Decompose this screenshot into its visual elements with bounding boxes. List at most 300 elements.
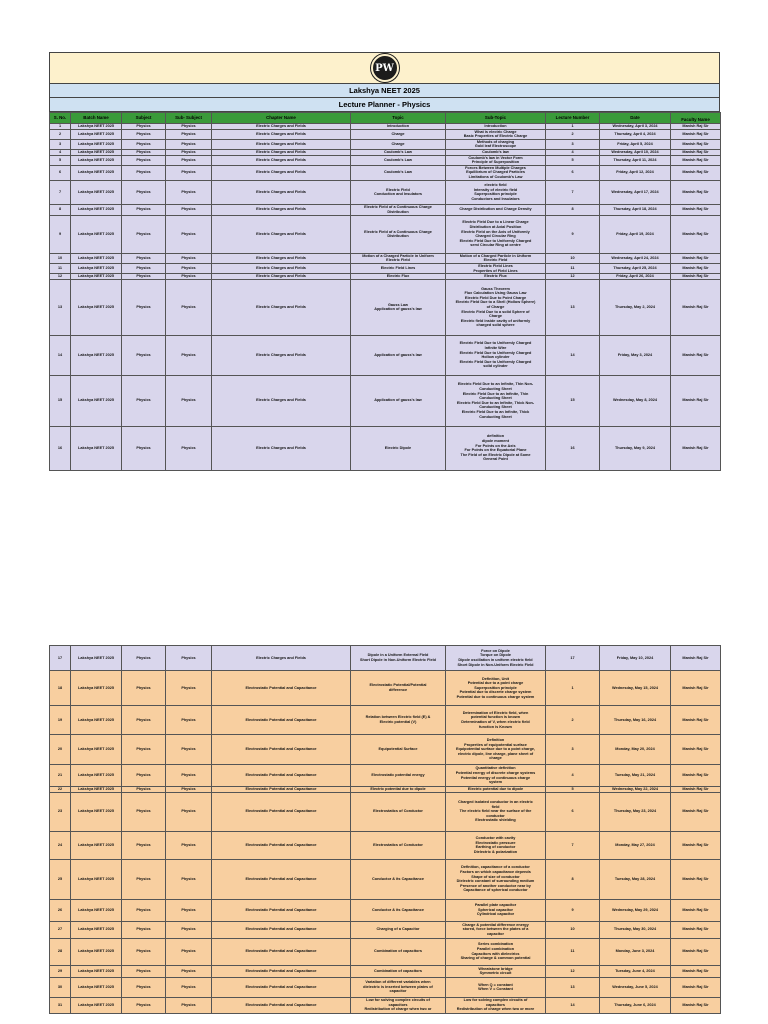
cell-sub-subject: Physics bbox=[166, 765, 212, 787]
cell-topic: Electrostatic potential energy bbox=[351, 765, 446, 787]
header-lecture-number: Lecture Number bbox=[546, 113, 600, 124]
cell-subject: Physics bbox=[122, 938, 166, 965]
cell-date: Friday, April 26, 2024 bbox=[600, 274, 671, 280]
cell-faculty-name: Manish Raj Sir bbox=[671, 204, 721, 215]
cell-date: Friday, April 19, 2024 bbox=[600, 215, 671, 253]
cell-batch-name: Lakshya NEET 2025 bbox=[71, 792, 122, 831]
cell-chapter-name: Electrostatic Potential and Capacitance bbox=[212, 735, 351, 765]
cell-date: Friday, April 12, 2024 bbox=[600, 165, 671, 180]
cell-faculty-name: Manish Raj Sir bbox=[671, 149, 721, 155]
cell-chapter-name: Electrostatic Potential and Capacitance bbox=[212, 921, 351, 938]
cell-s-no: 15 bbox=[50, 375, 71, 426]
cell-chapter-name: Electrostatic Potential and Capacitance bbox=[212, 997, 351, 1013]
cell-faculty-name: Manish Raj Sir bbox=[671, 831, 721, 859]
table-row bbox=[50, 375, 721, 426]
cell-faculty-name: Manish Raj Sir bbox=[671, 180, 721, 204]
cell-faculty-name: Manish Raj Sir bbox=[671, 997, 721, 1013]
cell-topic: Combination of capacitors bbox=[351, 938, 446, 965]
cell-chapter-name: Electric Charges and Fields bbox=[212, 165, 351, 180]
cell-topic: Combination of capacitors bbox=[351, 965, 446, 977]
cell-subject: Physics bbox=[122, 129, 166, 139]
cell-s-no: 11 bbox=[50, 263, 71, 273]
table-row bbox=[50, 787, 721, 793]
cell-batch-name: Lakshya NEET 2025 bbox=[71, 375, 122, 426]
cell-topic: Charge bbox=[351, 139, 446, 149]
cell-chapter-name: Electrostatic Potential and Capacitance bbox=[212, 787, 351, 793]
cell-batch-name: Lakshya NEET 2025 bbox=[71, 965, 122, 977]
cell-subject: Physics bbox=[122, 165, 166, 180]
cell-sub-topic: Electric Field Lines Properties of Field Lines bbox=[446, 263, 546, 273]
cell-topic: Electrostatics of Conductor bbox=[351, 792, 446, 831]
cell-s-no: 21 bbox=[50, 765, 71, 787]
cell-lecture-number: 11 bbox=[546, 263, 600, 273]
header-sub-subject: Sub- Subject bbox=[166, 113, 212, 124]
cell-sub-topic: Determination of Electric field, when potential function is known Determination of V, when electric field function is Known bbox=[446, 706, 546, 735]
cell-chapter-name: Electric Charges and Fields bbox=[212, 124, 351, 130]
cell-sub-topic: Introduction bbox=[446, 124, 546, 130]
cell-chapter-name: Electrostatic Potential and Capacitance bbox=[212, 938, 351, 965]
cell-faculty-name: Manish Raj Sir bbox=[671, 921, 721, 938]
cell-sub-subject: Physics bbox=[166, 706, 212, 735]
planner-sheet-part-1 bbox=[49, 52, 720, 471]
cell-chapter-name: Electric Charges and Fields bbox=[212, 180, 351, 204]
cell-chapter-name: Electric Charges and Fields bbox=[212, 263, 351, 273]
cell-chapter-name: Electric Charges and Fields bbox=[212, 335, 351, 375]
cell-topic: Charge bbox=[351, 129, 446, 139]
cell-topic: Electric Field of a Continuous Charge Distribution bbox=[351, 204, 446, 215]
cell-date: Monday, June 3, 2024 bbox=[600, 938, 671, 965]
cell-date: Wednesday, May 8, 2024 bbox=[600, 375, 671, 426]
cell-lecture-number: 16 bbox=[546, 426, 600, 470]
cell-s-no: 14 bbox=[50, 335, 71, 375]
cell-sub-topic: Definition Properties of equipotential surface Equipotential surface due to a point charge, electric dipole, line charge, plane sheet of charge bbox=[446, 735, 546, 765]
cell-batch-name: Lakshya NEET 2025 bbox=[71, 253, 122, 263]
cell-subject: Physics bbox=[122, 965, 166, 977]
cell-lecture-number: 10 bbox=[546, 253, 600, 263]
cell-sub-subject: Physics bbox=[166, 671, 212, 706]
cell-sub-topic: Series combination Parallel combination Capacitors with dielectrics Sharing of charge & common potential bbox=[446, 938, 546, 965]
cell-lecture-number: 4 bbox=[546, 765, 600, 787]
cell-sub-topic: Definition, Unit Potential due to a point charge Superposition principle Potential due to discrete charge system Potential due to continuous charge system bbox=[446, 671, 546, 706]
cell-topic: Relation between Electric field (E) & Electric potential (V) bbox=[351, 706, 446, 735]
cell-lecture-number: 15 bbox=[546, 375, 600, 426]
cell-batch-name: Lakshya NEET 2025 bbox=[71, 215, 122, 253]
cell-sub-topic: Gauss Theorem Flux Calculation Using Gauss Law Electric Field Due to Point Charge Electric Field Due to a Shell (Hollow Sphere) of Charge Electric Field Due to a solid Sphere of Charge Electric field inside cavity of uniformly charged solid sphere bbox=[446, 279, 546, 335]
cell-date: Thursday, April 11, 2024 bbox=[600, 155, 671, 165]
cell-lecture-number: 13 bbox=[546, 977, 600, 997]
cell-faculty-name: Manish Raj Sir bbox=[671, 426, 721, 470]
cell-faculty-name: Manish Raj Sir bbox=[671, 165, 721, 180]
cell-batch-name: Lakshya NEET 2025 bbox=[71, 735, 122, 765]
cell-subject: Physics bbox=[122, 139, 166, 149]
cell-date: Wednesday, April 17, 2024 bbox=[600, 180, 671, 204]
cell-batch-name: Lakshya NEET 2025 bbox=[71, 129, 122, 139]
cell-chapter-name: Electric Charges and Fields bbox=[212, 215, 351, 253]
table-row bbox=[50, 279, 721, 335]
cell-date: Thursday, April 25, 2024 bbox=[600, 263, 671, 273]
cell-sub-subject: Physics bbox=[166, 139, 212, 149]
cell-subject: Physics bbox=[122, 279, 166, 335]
cell-lecture-number: 13 bbox=[546, 279, 600, 335]
cell-sub-topic: Charge & potential difference energy stored, force between the plates of a capacitor bbox=[446, 921, 546, 938]
cell-sub-topic: Coulomb's law in Vector Form Principle of Superposition bbox=[446, 155, 546, 165]
cell-lecture-number: 6 bbox=[546, 792, 600, 831]
cell-faculty-name: Manish Raj Sir bbox=[671, 671, 721, 706]
cell-batch-name: Lakshya NEET 2025 bbox=[71, 765, 122, 787]
table-row bbox=[50, 155, 721, 165]
cell-topic: Electric Dipole bbox=[351, 426, 446, 470]
cell-topic: Motion of a Charged Particle in Uniform Electric Field bbox=[351, 253, 446, 263]
cell-topic: Electrostatic Potential/Potential difference bbox=[351, 671, 446, 706]
cell-sub-subject: Physics bbox=[166, 859, 212, 899]
cell-s-no: 7 bbox=[50, 180, 71, 204]
cell-date: Wednesday, May 22, 2024 bbox=[600, 787, 671, 793]
cell-s-no: 24 bbox=[50, 831, 71, 859]
cell-lecture-number: 7 bbox=[546, 831, 600, 859]
cell-faculty-name: Manish Raj Sir bbox=[671, 899, 721, 921]
cell-batch-name: Lakshya NEET 2025 bbox=[71, 279, 122, 335]
cell-faculty-name: Manish Raj Sir bbox=[671, 765, 721, 787]
cell-batch-name: Lakshya NEET 2025 bbox=[71, 646, 122, 671]
cell-batch-name: Lakshya NEET 2025 bbox=[71, 155, 122, 165]
cell-s-no: 8 bbox=[50, 204, 71, 215]
cell-faculty-name: Manish Raj Sir bbox=[671, 646, 721, 671]
cell-subject: Physics bbox=[122, 977, 166, 997]
cell-s-no: 25 bbox=[50, 859, 71, 899]
lecture-table-1 bbox=[49, 112, 721, 471]
cell-sub-topic: Motion of a Charged Particle in Uniform Electric Field bbox=[446, 253, 546, 263]
cell-sub-topic: Charge Distribution and Charge Density bbox=[446, 204, 546, 215]
cell-subject: Physics bbox=[122, 263, 166, 273]
header-row bbox=[50, 113, 721, 124]
cell-sub-subject: Physics bbox=[166, 787, 212, 793]
cell-topic: Conductor & its Capacitance bbox=[351, 859, 446, 899]
table-row bbox=[50, 139, 721, 149]
cell-sub-topic: Low for solving complex circuits of capacitors Redistribution of charge when two or more bbox=[446, 997, 546, 1013]
cell-chapter-name: Electric Charges and Fields bbox=[212, 279, 351, 335]
cell-faculty-name: Manish Raj Sir bbox=[671, 215, 721, 253]
cell-sub-topic: Quantitative definition Potential energy of discrete charge systems Potential energy of continuous charge system bbox=[446, 765, 546, 787]
cell-topic: Gauss Law Application of gauss's law bbox=[351, 279, 446, 335]
cell-batch-name: Lakshya NEET 2025 bbox=[71, 139, 122, 149]
cell-sub-subject: Physics bbox=[166, 426, 212, 470]
cell-s-no: 5 bbox=[50, 155, 71, 165]
cell-lecture-number: 8 bbox=[546, 859, 600, 899]
cell-batch-name: Lakshya NEET 2025 bbox=[71, 997, 122, 1013]
cell-date: Wednesday, April 24, 2024 bbox=[600, 253, 671, 263]
cell-batch-name: Lakshya NEET 2025 bbox=[71, 859, 122, 899]
cell-chapter-name: Electric Charges and Fields bbox=[212, 646, 351, 671]
cell-sub-subject: Physics bbox=[166, 263, 212, 273]
cell-chapter-name: Electric Charges and Fields bbox=[212, 204, 351, 215]
cell-subject: Physics bbox=[122, 921, 166, 938]
cell-s-no: 13 bbox=[50, 279, 71, 335]
cell-s-no: 20 bbox=[50, 735, 71, 765]
cell-topic: Variation of different variables when dielectric is inserted between plates of capacitor bbox=[351, 977, 446, 997]
cell-sub-topic: Electric Field Due to Uniformly Charged Infinite Wire Electric Field Due to Uniformly Charged Hollow cylinder Electric Field Due to Uniformly Charged solid cylinder bbox=[446, 335, 546, 375]
cell-chapter-name: Electric Charges and Fields bbox=[212, 129, 351, 139]
cell-faculty-name: Manish Raj Sir bbox=[671, 335, 721, 375]
cell-date: Friday, May 3, 2024 bbox=[600, 335, 671, 375]
cell-sub-subject: Physics bbox=[166, 375, 212, 426]
cell-sub-subject: Physics bbox=[166, 155, 212, 165]
header-topic: Topic bbox=[351, 113, 446, 124]
cell-chapter-name: Electric Charges and Fields bbox=[212, 375, 351, 426]
cell-subject: Physics bbox=[122, 204, 166, 215]
cell-faculty-name: Manish Raj Sir bbox=[671, 253, 721, 263]
cell-faculty-name: Manish Raj Sir bbox=[671, 965, 721, 977]
cell-topic: Introduction bbox=[351, 124, 446, 130]
cell-s-no: 22 bbox=[50, 787, 71, 793]
table-row bbox=[50, 215, 721, 253]
cell-sub-subject: Physics bbox=[166, 938, 212, 965]
cell-batch-name: Lakshya NEET 2025 bbox=[71, 335, 122, 375]
cell-date: Tuesday, June 4, 2024 bbox=[600, 965, 671, 977]
cell-s-no: 4 bbox=[50, 149, 71, 155]
cell-lecture-number: 12 bbox=[546, 965, 600, 977]
cell-date: Wednesday, June 5, 2024 bbox=[600, 977, 671, 997]
table-row bbox=[50, 965, 721, 977]
cell-s-no: 18 bbox=[50, 671, 71, 706]
table-row bbox=[50, 765, 721, 787]
pw-logo-icon: PW bbox=[371, 54, 399, 82]
cell-s-no: 1 bbox=[50, 124, 71, 130]
cell-s-no: 30 bbox=[50, 977, 71, 997]
table-row bbox=[50, 859, 721, 899]
cell-sub-subject: Physics bbox=[166, 335, 212, 375]
cell-batch-name: Lakshya NEET 2025 bbox=[71, 274, 122, 280]
cell-topic: Coulomb's Law bbox=[351, 149, 446, 155]
cell-lecture-number: 5 bbox=[546, 155, 600, 165]
table-row bbox=[50, 180, 721, 204]
cell-batch-name: Lakshya NEET 2025 bbox=[71, 921, 122, 938]
cell-sub-subject: Physics bbox=[166, 274, 212, 280]
cell-subject: Physics bbox=[122, 671, 166, 706]
cell-faculty-name: Manish Raj Sir bbox=[671, 263, 721, 273]
cell-faculty-name: Manish Raj Sir bbox=[671, 124, 721, 130]
cell-subject: Physics bbox=[122, 335, 166, 375]
cell-s-no: 17 bbox=[50, 646, 71, 671]
cell-sub-topic: Electric Field Due to an Infinite, Thin Non- Conducting Sheet Electric Field Due to an Infinite, Thin Conducting Sheet Electric Field Due to an Infinite, Thick Non- Conducting Sheet Electric Field Due to an Infinite, Thick Conducting Sheet bbox=[446, 375, 546, 426]
cell-topic: Application of gauss's law bbox=[351, 335, 446, 375]
header-sub-topic: Sub-Topic bbox=[446, 113, 546, 124]
cell-lecture-number: 10 bbox=[546, 921, 600, 938]
cell-s-no: 27 bbox=[50, 921, 71, 938]
cell-lecture-number: 9 bbox=[546, 899, 600, 921]
cell-faculty-name: Manish Raj Sir bbox=[671, 375, 721, 426]
cell-s-no: 19 bbox=[50, 706, 71, 735]
table-row bbox=[50, 792, 721, 831]
cell-batch-name: Lakshya NEET 2025 bbox=[71, 977, 122, 997]
cell-date: Thursday, May 9, 2024 bbox=[600, 426, 671, 470]
cell-sub-subject: Physics bbox=[166, 977, 212, 997]
cell-subject: Physics bbox=[122, 792, 166, 831]
cell-sub-subject: Physics bbox=[166, 921, 212, 938]
cell-subject: Physics bbox=[122, 646, 166, 671]
cell-s-no: 29 bbox=[50, 965, 71, 977]
cell-sub-topic: Electric Field Due to a Linear Charge Distribution at Axial Position Electric Field on the Axis of Uniformly Charged Circular Ring Electric Field Due to Uniformly Charged semi Circular Ring at centre bbox=[446, 215, 546, 253]
cell-lecture-number: 5 bbox=[546, 787, 600, 793]
header-faculty-name: Faculty Name bbox=[671, 113, 721, 124]
cell-sub-topic: Parallel plate capacitor Spherical capacitor Cylindrical capacitor bbox=[446, 899, 546, 921]
cell-subject: Physics bbox=[122, 375, 166, 426]
cell-topic: Electric potential due to dipole bbox=[351, 787, 446, 793]
cell-sub-subject: Physics bbox=[166, 204, 212, 215]
cell-date: Thursday, May 2, 2024 bbox=[600, 279, 671, 335]
cell-date: Thursday, April 18, 2024 bbox=[600, 204, 671, 215]
cell-subject: Physics bbox=[122, 765, 166, 787]
cell-subject: Physics bbox=[122, 706, 166, 735]
table-row bbox=[50, 263, 721, 273]
cell-date: Monday, May 20, 2024 bbox=[600, 735, 671, 765]
cell-s-no: 3 bbox=[50, 139, 71, 149]
cell-topic: Equipotential Surface bbox=[351, 735, 446, 765]
cell-batch-name: Lakshya NEET 2025 bbox=[71, 899, 122, 921]
cell-batch-name: Lakshya NEET 2025 bbox=[71, 787, 122, 793]
cell-lecture-number: 6 bbox=[546, 165, 600, 180]
cell-lecture-number: 3 bbox=[546, 139, 600, 149]
cell-subject: Physics bbox=[122, 124, 166, 130]
cell-sub-subject: Physics bbox=[166, 253, 212, 263]
cell-sub-topic: Methods of charging Gold leaf Electroscope bbox=[446, 139, 546, 149]
header-chapter-name: Chapter Name bbox=[212, 113, 351, 124]
cell-subject: Physics bbox=[122, 180, 166, 204]
cell-batch-name: Lakshya NEET 2025 bbox=[71, 831, 122, 859]
cell-sub-subject: Physics bbox=[166, 899, 212, 921]
cell-lecture-number: 4 bbox=[546, 149, 600, 155]
cell-sub-topic: Coulomb's law bbox=[446, 149, 546, 155]
cell-sub-topic: Definition, capacitance of a conductor Factors on which capacitance depends Shape of size of conductor Dielectric constant of surrounding medium Presence of another conductor near by Capacitance of spherical conductor bbox=[446, 859, 546, 899]
table-row bbox=[50, 165, 721, 180]
cell-subject: Physics bbox=[122, 831, 166, 859]
cell-s-no: 6 bbox=[50, 165, 71, 180]
cell-chapter-name: Electrostatic Potential and Capacitance bbox=[212, 831, 351, 859]
cell-faculty-name: Manish Raj Sir bbox=[671, 274, 721, 280]
table-row bbox=[50, 671, 721, 706]
planner-sheet-part-2 bbox=[49, 645, 720, 1014]
cell-sub-topic: Forces Between Multiple Charges Equilibrium of Charged Particles Limitations of Coulomb's Law bbox=[446, 165, 546, 180]
cell-s-no: 23 bbox=[50, 792, 71, 831]
cell-chapter-name: Electrostatic Potential and Capacitance bbox=[212, 706, 351, 735]
cell-chapter-name: Electrostatic Potential and Capacitance bbox=[212, 899, 351, 921]
lecture-table-2 bbox=[49, 645, 721, 1014]
cell-sub-subject: Physics bbox=[166, 831, 212, 859]
cell-subject: Physics bbox=[122, 859, 166, 899]
cell-date: Thursday, May 23, 2024 bbox=[600, 792, 671, 831]
cell-sub-topic: Electric potential due to dipole bbox=[446, 787, 546, 793]
cell-subject: Physics bbox=[122, 149, 166, 155]
cell-sub-subject: Physics bbox=[166, 279, 212, 335]
cell-batch-name: Lakshya NEET 2025 bbox=[71, 204, 122, 215]
cell-date: Tuesday, May 28, 2024 bbox=[600, 859, 671, 899]
cell-sub-subject: Physics bbox=[166, 124, 212, 130]
cell-topic: Application of gauss's law bbox=[351, 375, 446, 426]
cell-chapter-name: Electric Charges and Fields bbox=[212, 253, 351, 263]
cell-sub-topic: What is electric Charge Basic Properties of Electric Charge bbox=[446, 129, 546, 139]
cell-date: Wednesday, May 29, 2024 bbox=[600, 899, 671, 921]
cell-s-no: 10 bbox=[50, 253, 71, 263]
table-row bbox=[50, 735, 721, 765]
cell-chapter-name: Electrostatic Potential and Capacitance bbox=[212, 977, 351, 997]
cell-subject: Physics bbox=[122, 787, 166, 793]
cell-sub-subject: Physics bbox=[166, 965, 212, 977]
cell-lecture-number: 17 bbox=[546, 646, 600, 671]
header-date: Date bbox=[600, 113, 671, 124]
cell-s-no: 28 bbox=[50, 938, 71, 965]
cell-sub-topic: Conductor with cavity Electrostatic pressure Earthing of conductor Dielectric & polarization bbox=[446, 831, 546, 859]
cell-lecture-number: 1 bbox=[546, 124, 600, 130]
table-row bbox=[50, 426, 721, 470]
cell-chapter-name: Electric Charges and Fields bbox=[212, 274, 351, 280]
cell-date: Thursday, May 30, 2024 bbox=[600, 921, 671, 938]
cell-sub-subject: Physics bbox=[166, 149, 212, 155]
cell-date: Friday, April 5, 2024 bbox=[600, 139, 671, 149]
cell-sub-subject: Physics bbox=[166, 129, 212, 139]
cell-sub-topic: Wheatstone bridge Symmetric circuit bbox=[446, 965, 546, 977]
table-row bbox=[50, 646, 721, 671]
cell-sub-topic: definition dipole moment For Points on the Axis For Points on the Equatorial Plane The Field of an Electric Dipole at Some General Point bbox=[446, 426, 546, 470]
table-row bbox=[50, 997, 721, 1013]
cell-subject: Physics bbox=[122, 997, 166, 1013]
cell-s-no: 26 bbox=[50, 899, 71, 921]
cell-topic: Electrostatics of Conductor bbox=[351, 831, 446, 859]
cell-chapter-name: Electric Charges and Fields bbox=[212, 426, 351, 470]
cell-subject: Physics bbox=[122, 215, 166, 253]
table-row bbox=[50, 706, 721, 735]
cell-topic: Conductor & its Capacitance bbox=[351, 899, 446, 921]
cell-batch-name: Lakshya NEET 2025 bbox=[71, 426, 122, 470]
cell-s-no: 31 bbox=[50, 997, 71, 1013]
cell-subject: Physics bbox=[122, 735, 166, 765]
cell-sub-subject: Physics bbox=[166, 997, 212, 1013]
cell-topic: Coulomb's Law bbox=[351, 165, 446, 180]
cell-subject: Physics bbox=[122, 253, 166, 263]
cell-topic: Electric Field of a Continuous Charge Distribution bbox=[351, 215, 446, 253]
cell-lecture-number: 2 bbox=[546, 129, 600, 139]
logo-banner bbox=[49, 52, 720, 84]
cell-chapter-name: Electrostatic Potential and Capacitance bbox=[212, 671, 351, 706]
planner-title: Lakshya NEET 2025 bbox=[49, 84, 720, 98]
cell-batch-name: Lakshya NEET 2025 bbox=[71, 263, 122, 273]
cell-sub-topic: Electric Flux bbox=[446, 274, 546, 280]
header-s-no: S. No. bbox=[50, 113, 71, 124]
table-row bbox=[50, 149, 721, 155]
cell-sub-subject: Physics bbox=[166, 215, 212, 253]
cell-faculty-name: Manish Raj Sir bbox=[671, 735, 721, 765]
cell-s-no: 16 bbox=[50, 426, 71, 470]
cell-batch-name: Lakshya NEET 2025 bbox=[71, 165, 122, 180]
table-row bbox=[50, 921, 721, 938]
cell-sub-topic: Force on Dipole Torque on Dipole Dipole oscillation in uniform electric field Short Dipole in Non-Uniform Electric Field bbox=[446, 646, 546, 671]
cell-s-no: 12 bbox=[50, 274, 71, 280]
cell-lecture-number: 8 bbox=[546, 204, 600, 215]
cell-topic: Low for solving complex circuits of capacitors Redistribution of charge when two or bbox=[351, 997, 446, 1013]
cell-sub-topic: Charged isolated conductor in an electric field The electric field near the surface of the conductor Electrostatic shielding bbox=[446, 792, 546, 831]
cell-topic: Electric Field Lines bbox=[351, 263, 446, 273]
header-batch-name: Batch Name bbox=[71, 113, 122, 124]
cell-date: Thursday, June 6, 2024 bbox=[600, 997, 671, 1013]
cell-subject: Physics bbox=[122, 426, 166, 470]
cell-faculty-name: Manish Raj Sir bbox=[671, 787, 721, 793]
cell-subject: Physics bbox=[122, 274, 166, 280]
cell-sub-subject: Physics bbox=[166, 735, 212, 765]
cell-lecture-number: 12 bbox=[546, 274, 600, 280]
cell-sub-subject: Physics bbox=[166, 180, 212, 204]
cell-faculty-name: Manish Raj Sir bbox=[671, 129, 721, 139]
table-row bbox=[50, 831, 721, 859]
cell-topic: Coulomb's Law bbox=[351, 155, 446, 165]
cell-date: Monday, May 27, 2024 bbox=[600, 831, 671, 859]
